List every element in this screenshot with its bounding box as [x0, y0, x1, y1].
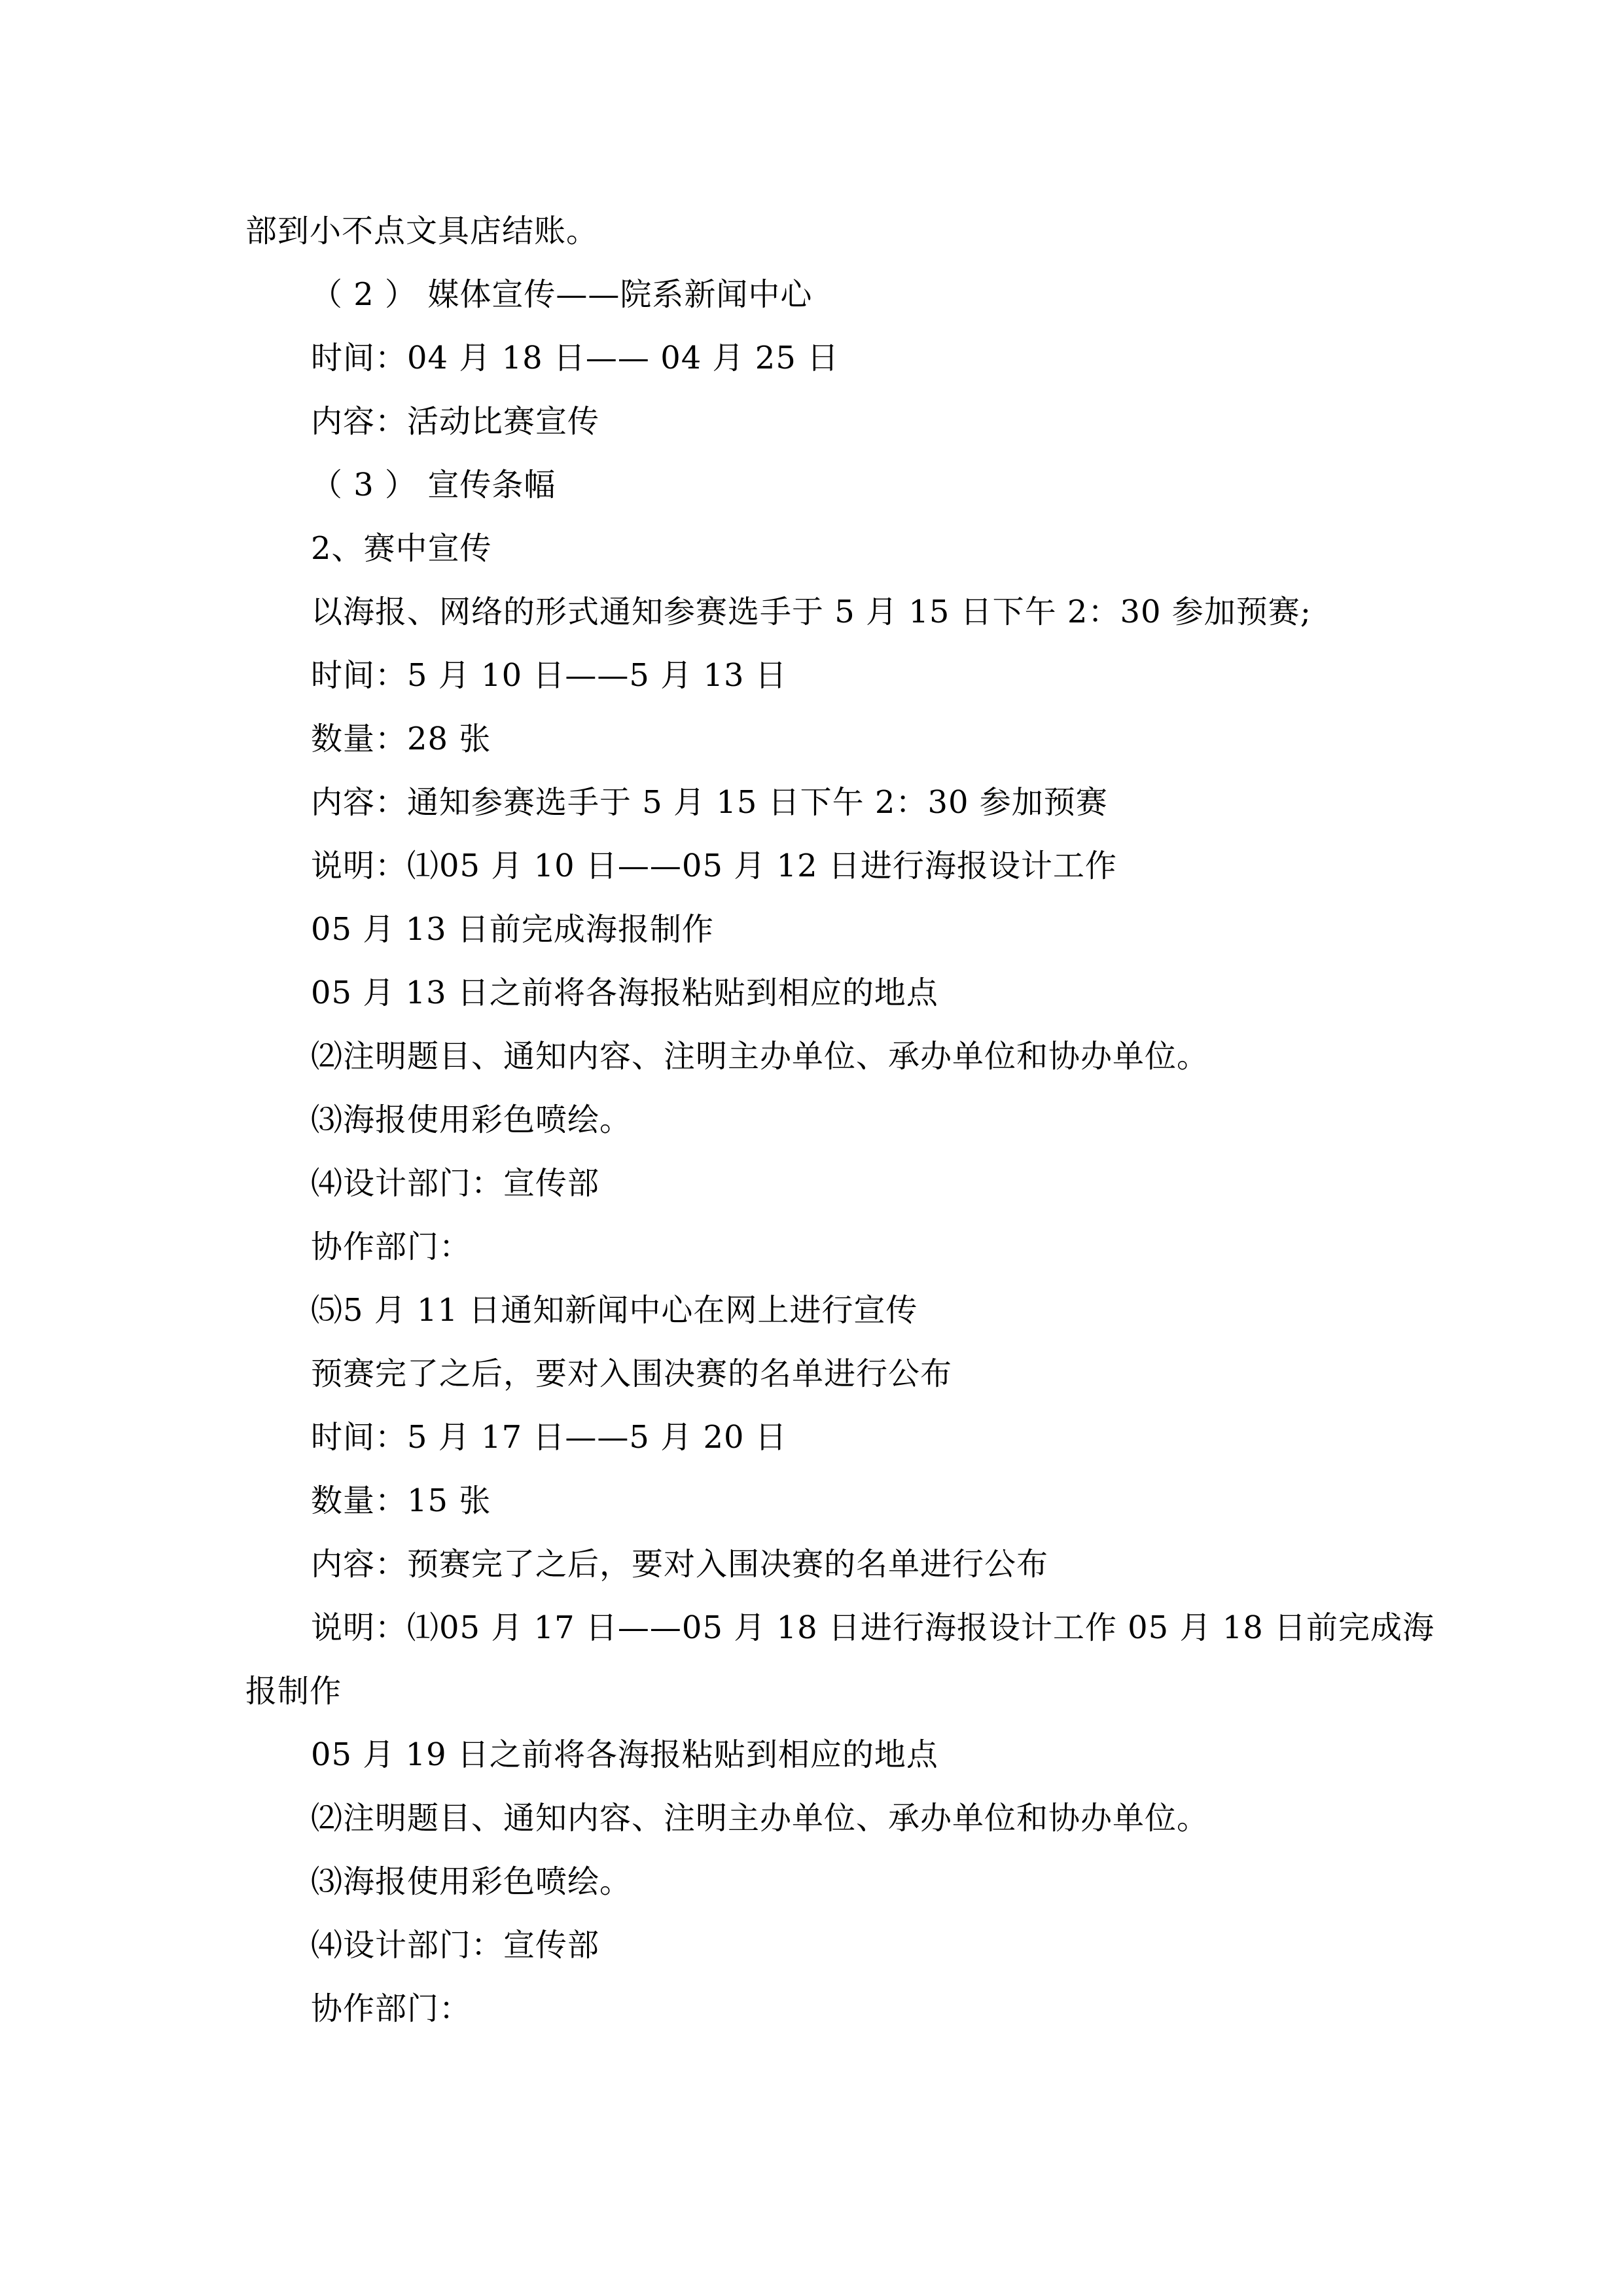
paragraph-line: 以海报、网络的形式通知参赛选手于 5 月 15 日下午 2：30 参加预赛; [311, 594, 1311, 630]
paragraph-line: （ 2 ） 媒体宣传——院系新闻中心 [311, 276, 813, 313]
paragraph-line: 05 月 19 日之前将各海报粘贴到相应的地点 [311, 1736, 938, 1773]
paragraph-line: ⑸5 月 11 日通知新闻中心在网上进行宣传 [311, 1292, 918, 1329]
paragraph-line: 05 月 13 日前完成海报制作 [311, 911, 714, 948]
paragraph-line: ⑷设计部门：宣传部 [311, 1927, 600, 1964]
paragraph-line: 内容：通知参赛选手于 5 月 15 日下午 2：30 参加预赛 [311, 784, 1108, 821]
paragraph-line: 数量：15 张 [311, 1482, 491, 1519]
paragraph-line: 协作部门： [311, 1229, 472, 1265]
paragraph-line: 报制作 [245, 1673, 342, 1710]
paragraph-line: 数量：28 张 [311, 721, 491, 757]
paragraph-line: 时间：5 月 17 日——5 月 20 日 [311, 1419, 787, 1456]
paragraph-line: 说明：⑴05 月 10 日——05 月 12 日进行海报设计工作 [311, 848, 1117, 884]
paragraph-line: 内容：预赛完了之后，要对入围决赛的名单进行公布 [311, 1546, 1049, 1583]
paragraph-line: 预赛完了之后，要对入围决赛的名单进行公布 [311, 1355, 953, 1392]
paragraph-line: ⑵注明题目、通知内容、注明主办单位、承办单位和协办单位。 [311, 1800, 1209, 1837]
paragraph-line: 部到小不点文具店结账。 [245, 213, 599, 249]
paragraph-line: ⑷设计部门：宣传部 [311, 1165, 600, 1202]
paragraph-line: 协作部门： [311, 1990, 472, 2027]
paragraph-line: ⑶海报使用彩色喷绘。 [311, 1863, 632, 1900]
paragraph-line: 内容：活动比赛宣传 [311, 403, 600, 440]
paragraph-line: ⑵注明题目、通知内容、注明主办单位、承办单位和协办单位。 [311, 1038, 1209, 1075]
section-heading: 2、赛中宣传 [311, 530, 492, 567]
paragraph-line: （ 3 ） 宣传条幅 [311, 467, 556, 503]
document-body [245, 200, 1435, 2041]
paragraph-line: ⑶海报使用彩色喷绘。 [311, 1102, 632, 1138]
paragraph-line: 说明：⑴05 月 17 日——05 月 18 日进行海报设计工作 05 月 18 日前完成海 [311, 1609, 1435, 1646]
paragraph-line: 时间：04 月 18 日—— 04 月 25 日 [311, 340, 840, 376]
paragraph-line: 05 月 13 日之前将各海报粘贴到相应的地点 [311, 975, 938, 1011]
paragraph-line: 时间：5 月 10 日——5 月 13 日 [311, 657, 787, 694]
